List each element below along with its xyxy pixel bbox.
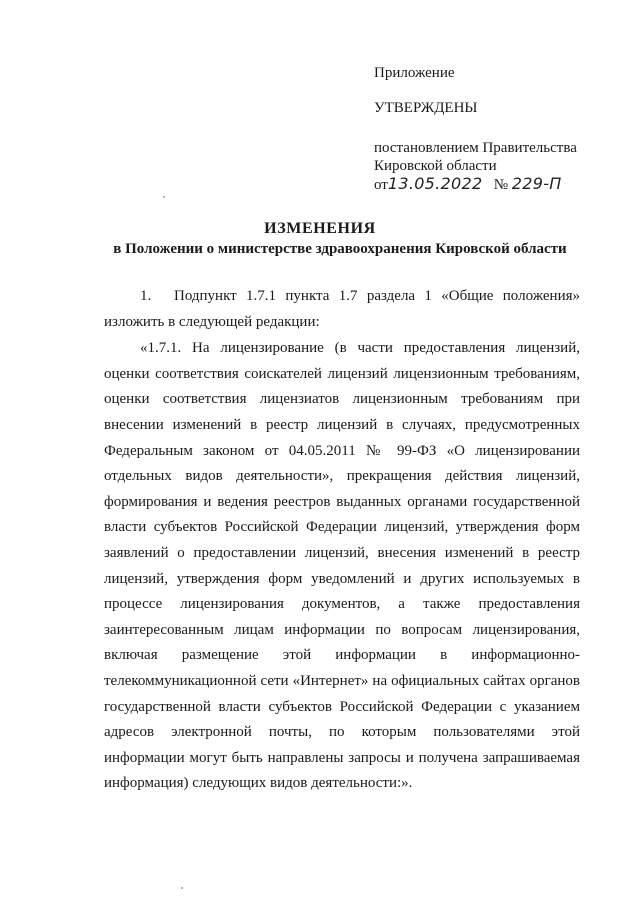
item-1-paragraph [104,284,580,335]
document-subtitle: в Положении о министерстве здравоохранения Кировской области [113,241,567,257]
document-body [104,284,580,797]
approved-by-line-2: Кировской области [374,158,497,174]
scan-speck [181,887,183,889]
issue-date: 13.05.2022 [387,174,483,193]
approved-by-line-1: постановлением Правительства [374,140,577,156]
date-prefix: от [374,177,388,193]
approved-label: УТВЕРЖДЕНЫ [374,100,478,116]
issue-line [374,175,614,194]
approval-block [374,64,614,194]
document-title: ИЗМЕНЕНИЯ [264,220,376,237]
item-1-text: Подпункт 1.7.1 пункта 1.7 раздела 1 «Общие положения» изложить в следующей редакции: [104,288,580,330]
issue-number: 229-П [511,174,562,193]
appendix-label: Приложение [374,65,455,81]
number-prefix: № [493,177,509,193]
scan-speck [163,196,165,198]
item-1-number: 1. [140,288,152,304]
quoted-paragraph: «1.7.1. На лицензирование (в части предоставления лицензий, оценки соответствия соискателей лицензий лицензионным требованиям, оценки соответствия лицензиатов лицензионным требованиям при внесении изменений в реестр лицензий в случаях, предусмотренных Федеральным законом от 04.05.2011 № 99-ФЗ «О лицензировании отдельных видов деятельности», прекращения действия лицензий, формирования и ведения реестров выданных органами государственной власти субъектов Российской Федерации лицензий, утверждения форм заявлений о предоставлении лицензий, внесения изменений в реестр лицензий, утверждения форм уведомлений и других используемых в процессе лицензирования документов, а также предоставления заинтересованным лицам информации по вопросам лицензирования, включая размещение этой информации в информационно-телекоммуникационной сети «Интернет» на официальных сайтах органов государственной власти субъектов Российской Федерации с указанием адресов электронной почты, по которым пользователями этой информации могут быть направлены запросы и получена запрашиваемая информация) следующих видов деятельности:». [104,340,580,792]
